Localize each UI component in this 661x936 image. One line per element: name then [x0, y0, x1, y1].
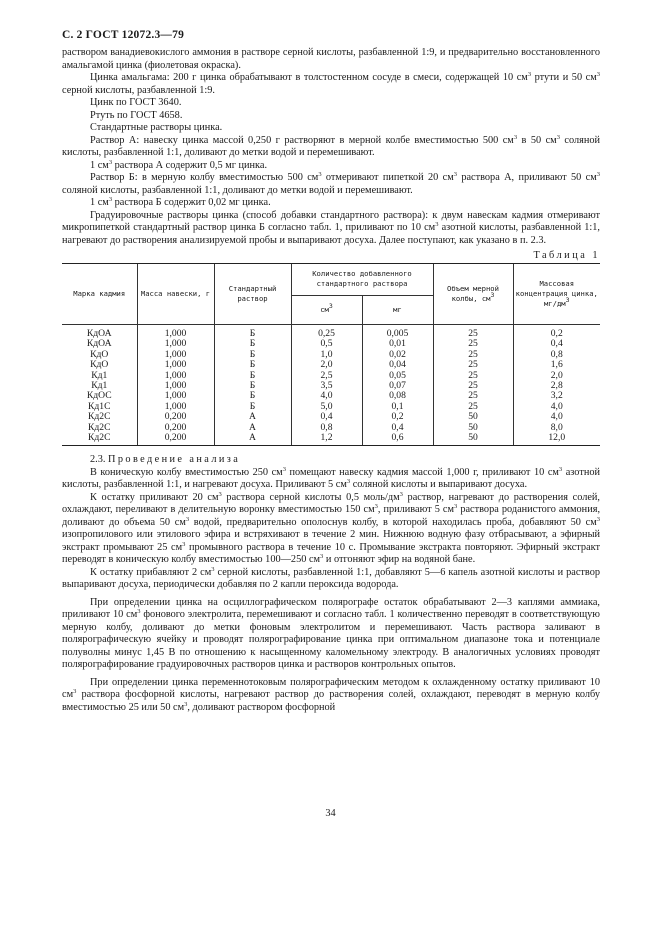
- table-cell: 0,07: [362, 381, 433, 391]
- section-heading: [62, 454, 600, 467]
- table-cell: Б: [214, 325, 291, 340]
- paragraph: раствором ванадиевокислого аммония в растворе серной кислоты, разбавленной 1:9, и предварительно восстановленного амальгамой цинка (фиолетовая окраска).: [62, 47, 600, 71]
- page-number: 34: [325, 808, 336, 819]
- header-volume: Объем мерной колбы, $см^3$: [433, 264, 513, 325]
- table-cell: 0,200: [137, 423, 214, 433]
- table-cell: 25: [433, 381, 513, 391]
- table-row: [62, 325, 600, 340]
- table-cell: 4,0: [291, 391, 362, 401]
- table-cell: 0,6: [362, 433, 433, 446]
- paragraph: К остатку приливают 20 $см^3$ раствора серной кислоты 0,5 моль/$дм^3$ раствор, нагревают до растворения солей, охлаждают, переливают в делительную воронку вместимостью 150 $см^3$, приливают 5 $см^3$ раствора роданистого аммония, доливают до объема 50 $см^3$ водой, предварительно ополоснув колбу, в которой находилась проба, добавляют 50 $см^3$ изопропилового или этилового эфира и встряхивают в течение 2 мин. Нижнюю водную фазу отбрасывают, а эфирный экстракт промывают 25 $см^3$ промывного раствора в течение 10 с. Промывание экстракта повторяют. Эфирный экстракт переводят в коническую колбу вместимостью 100—250 $см^3$ и отгоняют эфир на водяной бане.: [62, 490, 601, 566]
- table-cell: Кд2С: [88, 421, 111, 433]
- table-cell: 1,0: [291, 350, 362, 360]
- table-cell: 0,2: [513, 325, 600, 340]
- table-cell: 1,000: [137, 381, 214, 391]
- table-row: [62, 433, 600, 446]
- table-cell: 0,2: [362, 412, 433, 422]
- document-page: [62, 29, 600, 714]
- table-cell: Кд1С: [88, 400, 111, 412]
- table-cell: 25: [433, 360, 513, 370]
- table-cell: 0,04: [362, 360, 433, 370]
- table-cell: 0,200: [137, 433, 214, 446]
- table-cell: КдОС: [86, 390, 112, 402]
- paragraph: Цинка амальгама: 200 г цинка обрабатывают в толстостенном сосуде в смеси, содержащей 10 $см^3$ ртути и 50 $см^3$ серной кислоты, разбавленной 1:9.: [62, 71, 600, 96]
- table-cell: Б: [214, 350, 291, 360]
- paragraph: 1 $см^3$ раствора Б содержит 0,02 мг цинка.: [90, 196, 271, 208]
- table-cell: 0,8: [291, 423, 362, 433]
- table-cell: 0,05: [362, 371, 433, 381]
- table-cell: А: [214, 412, 291, 422]
- paragraph: Ртуть по ГОСТ 4658.: [90, 109, 183, 121]
- table-cell: 2,5: [291, 371, 362, 381]
- table-cell: 0,200: [137, 412, 214, 422]
- table-cell: КдОА: [86, 338, 112, 350]
- table-cell: 25: [433, 339, 513, 349]
- table-cell: 3,2: [513, 391, 600, 401]
- table-cell: 2,8: [513, 381, 600, 391]
- table-cell: Б: [214, 360, 291, 370]
- table-cell: Кд1: [91, 380, 108, 392]
- paragraph: В коническую колбу вместимостью 250 $см^3$ помещают навеску кадмия массой 1,000 г, приливают 10 $см^3$ азотной кислоты, разбавленной 1:1, и нагревают досуха. Приливают 5 $см^3$ соляной кислоты и выпаривают досуха.: [62, 465, 600, 491]
- paragraph: Стандартные растворы цинка.: [90, 122, 223, 133]
- header-amount-mg: мг: [362, 295, 433, 324]
- table-cell: Б: [214, 371, 291, 381]
- table-cell: 4,0: [513, 402, 600, 412]
- table-cell: 0,08: [362, 391, 433, 401]
- table-cell: А: [214, 433, 291, 446]
- table-cell: 0,4: [291, 412, 362, 422]
- header-mass: Масса навески, г: [137, 264, 214, 325]
- table-body: [62, 325, 600, 446]
- table-cell: 8,0: [513, 423, 600, 433]
- table-cell: 50: [433, 423, 513, 433]
- table-cell: 1,2: [291, 433, 362, 446]
- table-cell: 0,5: [291, 339, 362, 349]
- header-grade: Марка кадмия: [62, 264, 137, 325]
- paragraph: Градуировочные растворы цинка (способ добавки стандартного раствора): к двум навескам кадмия отмеривают микропипеткой стандартный раствор цинка Б согласно табл. 1, приливают по 10 $см^3$ азотной кислоты, разбавленной 1:1, нагревают до растворения анализируемой пробы и выпаривают досуха. Далее поступают, как указано в п. 2.3.: [62, 209, 600, 246]
- paragraph: Раствор А: навеску цинка массой 0,250 г растворяют в мерной колбе вместимостью 500 $см^3$ в 50 $см^3$ соляной кислоты, разбавленной 1:1, доливают до метки водой и перемешивают.: [62, 133, 601, 158]
- table-cell: Б: [214, 391, 291, 401]
- table-cell: 50: [433, 433, 513, 446]
- table-cell: А: [214, 423, 291, 433]
- table-cell: 1,000: [137, 325, 214, 340]
- data-table: [62, 263, 600, 446]
- table-cell: 1,000: [137, 339, 214, 349]
- table-cell: 1,000: [137, 350, 214, 360]
- paragraph: При определении цинка на осциллографическом полярографе остаток обрабатывают 2—3 каплями аммиака, приливают 10 $см^3$ фонового электролита, перемешивают и согласно табл. 1 количественно переводят в соответствующую мерную колбу, доливают до метки фоновым электролитом и перемешивают. Часть раствора заливают в полярографическую ячейку и проводят полярографирование цинка при оптимальном диапазоне тока и потенциале полуволны минус 1,45 В по отношению к насыщенному каломельному электроду. В аналогичных условиях проводят полярографирование градуировочных растворов цинка и растворов контрольных опытов.: [62, 596, 601, 671]
- table-cell: Б: [214, 339, 291, 349]
- header-concentration: Массовая концентрация цинка, $мг/дм^3$: [513, 264, 600, 325]
- table-cell: 1,6: [513, 360, 600, 370]
- paragraph: При определении цинка переменнотоковым полярографическим методом к охлажденному остатку приливают 10 $см^3$ раствора фосфорной кислоты, нагревают раствор до растворения солей, охлаждают, переводят в мерную колбу вместимостью 25 или 50 $см^3$, доливают раствором фосфорной: [62, 676, 600, 713]
- table-cell: 25: [433, 391, 513, 401]
- section-title: Проведение анализа: [108, 454, 241, 466]
- page-header: С. 2 ГОСТ 12072.3—79: [62, 29, 185, 41]
- paragraph: Раствор Б: в мерную колбу вместимостью 500 $см^3$ отмеривают пипеткой 20 $см^3$ раствора А, приливают 50 $см^3$ соляной кислоты, разбавленной 1:1, доливают до метки водой и перемешивают.: [62, 171, 601, 196]
- table-cell: 25: [433, 371, 513, 381]
- table-cell: 25: [433, 325, 513, 340]
- header-standard: Стандартный раствор: [214, 264, 291, 325]
- table-cell: 0,02: [362, 350, 433, 360]
- table-cell: КдО: [90, 359, 109, 371]
- table-cell: 50: [433, 412, 513, 422]
- table-cell: 1,000: [137, 391, 214, 401]
- table-cell: 0,8: [513, 350, 600, 360]
- table-cell: 0,1: [362, 402, 433, 412]
- table-cell: 1,000: [137, 402, 214, 412]
- table-cell: Кд2С: [88, 411, 111, 423]
- table-cell: 12,0: [513, 433, 600, 446]
- table-cell: Б: [214, 381, 291, 391]
- table-cell: 3,5: [291, 381, 362, 391]
- table-cell: 1,000: [137, 371, 214, 381]
- table-cell: 0,005: [362, 325, 433, 340]
- table-cell: 0,01: [362, 339, 433, 349]
- table-cell: 2,0: [291, 360, 362, 370]
- table-cell: 25: [433, 350, 513, 360]
- table-cell: Б: [214, 402, 291, 412]
- table-cell: 2,0: [513, 371, 600, 381]
- table-cell: Кд2С: [62, 433, 137, 446]
- paragraph: Цинк по ГОСТ 3640.: [90, 97, 182, 108]
- table-caption: Таблица 1: [533, 250, 600, 261]
- table-cell: 0,4: [513, 339, 600, 349]
- table-cell: Кд1: [91, 369, 108, 381]
- table-cell: 5,0: [291, 402, 362, 412]
- paragraph: 1 $см^3$ раствора А содержит 0,5 мг цинка.: [90, 158, 268, 171]
- table-cell: 1,000: [137, 360, 214, 370]
- header-amount: Количество добавленного стандартного раствора: [291, 264, 433, 296]
- header-amount-cm3: $см^3$: [291, 295, 362, 324]
- table-cell: 0,25: [291, 325, 362, 340]
- table-cell: 4,0: [513, 412, 600, 422]
- table-cell: 25: [433, 402, 513, 412]
- paragraph: К остатку прибавляют 2 $см^3$ серной кислоты, разбавленной 1:1, добавляют 5—6 капель азотной кислоты и раствор выпаривают досуха, периодически добавляя по 2 капли пероксида водорода.: [62, 565, 601, 591]
- section-number: 2.3.: [90, 454, 106, 466]
- table-cell: КдОА: [86, 328, 112, 339]
- table-cell: КдО: [90, 348, 109, 360]
- table-cell: 0,4: [362, 423, 433, 433]
